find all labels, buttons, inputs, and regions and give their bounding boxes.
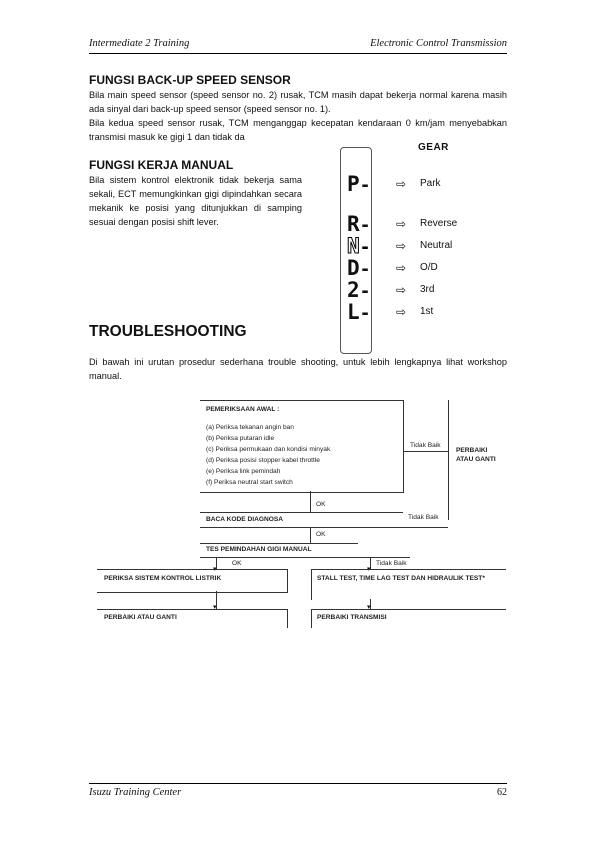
- arrow-down-icon: ▾: [367, 566, 371, 573]
- arrow-right-icon: ⇨: [396, 217, 407, 231]
- gear-letter-p: P-: [347, 172, 371, 196]
- initial-check-item: (a) Periksa tekanan angin ban: [206, 424, 294, 431]
- ok-label: OK: [232, 560, 242, 567]
- header-rule: [89, 53, 507, 54]
- initial-check-item: (c) Periksa permukaan dan kondisi minyak: [206, 446, 331, 453]
- page-number: 62: [497, 787, 507, 798]
- ok-label: OK: [316, 501, 326, 508]
- gear-label-neutral: Neutral: [420, 240, 453, 251]
- arrow-right-icon: ⇨: [396, 261, 407, 275]
- not-ok-label: Tidak Baik: [408, 514, 439, 521]
- backup-sensor-paragraph-2: Bila kedua speed sensor rusak, TCM menganggap kecepatan kendaraan 0 km/jam menyebabkan transmisi masuk ke gigi 1 dan tidak da: [89, 118, 507, 142]
- section-title-manual: FUNGSI KERJA MANUAL: [89, 158, 234, 172]
- manual-shift-test-label: TES PEMINDAHAN GIGI MANUAL: [206, 546, 312, 553]
- arrow-down-icon: ▾: [367, 604, 371, 611]
- manual-paragraph: Bila sistem kontrol elektronik tidak bekerja sama sekali, ECT memungkinkan gigi dipindahkan secara mekanik ke posisi yang ditunjukkan di samping sesuai dengan posisi shift lever.: [89, 175, 302, 227]
- not-ok-label: Tidak Baik: [376, 560, 407, 567]
- initial-check-item: (d) Periksa posisi stopper kabel throttle: [206, 457, 320, 464]
- connector-line: [310, 491, 311, 512]
- gear-letter-d: D-: [347, 256, 371, 280]
- initial-check-item: (e) Periksa link pemindah: [206, 468, 281, 475]
- repair-replace-label: PERBAIKI ATAU GANTI: [456, 447, 496, 464]
- arrow-down-icon: ▾: [213, 604, 217, 611]
- not-ok-label: Tidak Baik: [410, 442, 441, 449]
- connector-line: [200, 557, 410, 558]
- header-title-left: Intermediate 2 Training: [89, 38, 190, 49]
- initial-check-item: (f) Periksa neutral start switch: [206, 479, 293, 486]
- gear-label-park: Park: [420, 178, 441, 189]
- repair-transmission-label: PERBAIKI TRANSMISI: [317, 614, 387, 621]
- gear-letter-n: N-: [347, 234, 371, 258]
- troubleshooting-paragraph: Di bawah ini urutan prosedur sederhana trouble shooting, untuk lebih lengkapnya lihat workshop manual.: [89, 357, 507, 381]
- initial-check-title: PEMERIKSAAN AWAL :: [206, 406, 280, 413]
- connector-line: [200, 543, 358, 544]
- gear-letter-l: L-: [347, 300, 371, 324]
- gear-label-3rd: 3rd: [420, 284, 435, 295]
- header-title-right: Electronic Control Transmission: [370, 38, 507, 49]
- footer-rule: [89, 783, 507, 784]
- gear-letter-r: R-: [347, 212, 371, 236]
- gear-label-od: O/D: [420, 262, 438, 273]
- arrow-right-icon: ⇨: [396, 283, 407, 297]
- gear-letter-2: 2-: [347, 278, 371, 302]
- connector-line: [403, 451, 448, 452]
- initial-check-item: (b) Periksa putaran idle: [206, 435, 275, 442]
- connector-line: [310, 527, 311, 543]
- gear-label-reverse: Reverse: [420, 218, 458, 229]
- arrow-right-icon: ⇨: [396, 305, 407, 319]
- read-code-label: BACA KODE DIAGNOSA: [206, 516, 284, 523]
- ok-label: OK: [316, 531, 326, 538]
- troubleshooting-title: TROUBLESHOOTING: [89, 323, 247, 340]
- connector-line: [200, 512, 403, 513]
- backup-sensor-paragraph-1: Bila main speed sensor (speed sensor no. 2) rusak, TCM masih dapat bekerja normal karena masih ada sinyal dari back-up speed sensor (speed sensor no. 1).: [89, 90, 507, 114]
- arrow-down-icon: ▾: [213, 566, 217, 573]
- repair-replace-label-2: PERBAIKI ATAU GANTI: [104, 614, 177, 621]
- footer-title: Isuzu Training Center: [89, 787, 182, 798]
- gear-label-1st: 1st: [420, 306, 434, 317]
- connector-line: [200, 527, 448, 528]
- stall-test-label-1: STALL TEST, TIME LAG TEST DAN HIDRAULIK TEST*: [317, 575, 485, 582]
- electric-check-label: PERIKSA SISTEM KONTROL LISTRIK: [104, 575, 222, 582]
- gear-title: GEAR: [418, 142, 449, 153]
- arrow-right-icon: ⇨: [396, 177, 407, 191]
- arrow-right-icon: ⇨: [396, 239, 407, 253]
- section-title-backup-sensor: FUNGSI BACK-UP SPEED SENSOR: [89, 73, 291, 87]
